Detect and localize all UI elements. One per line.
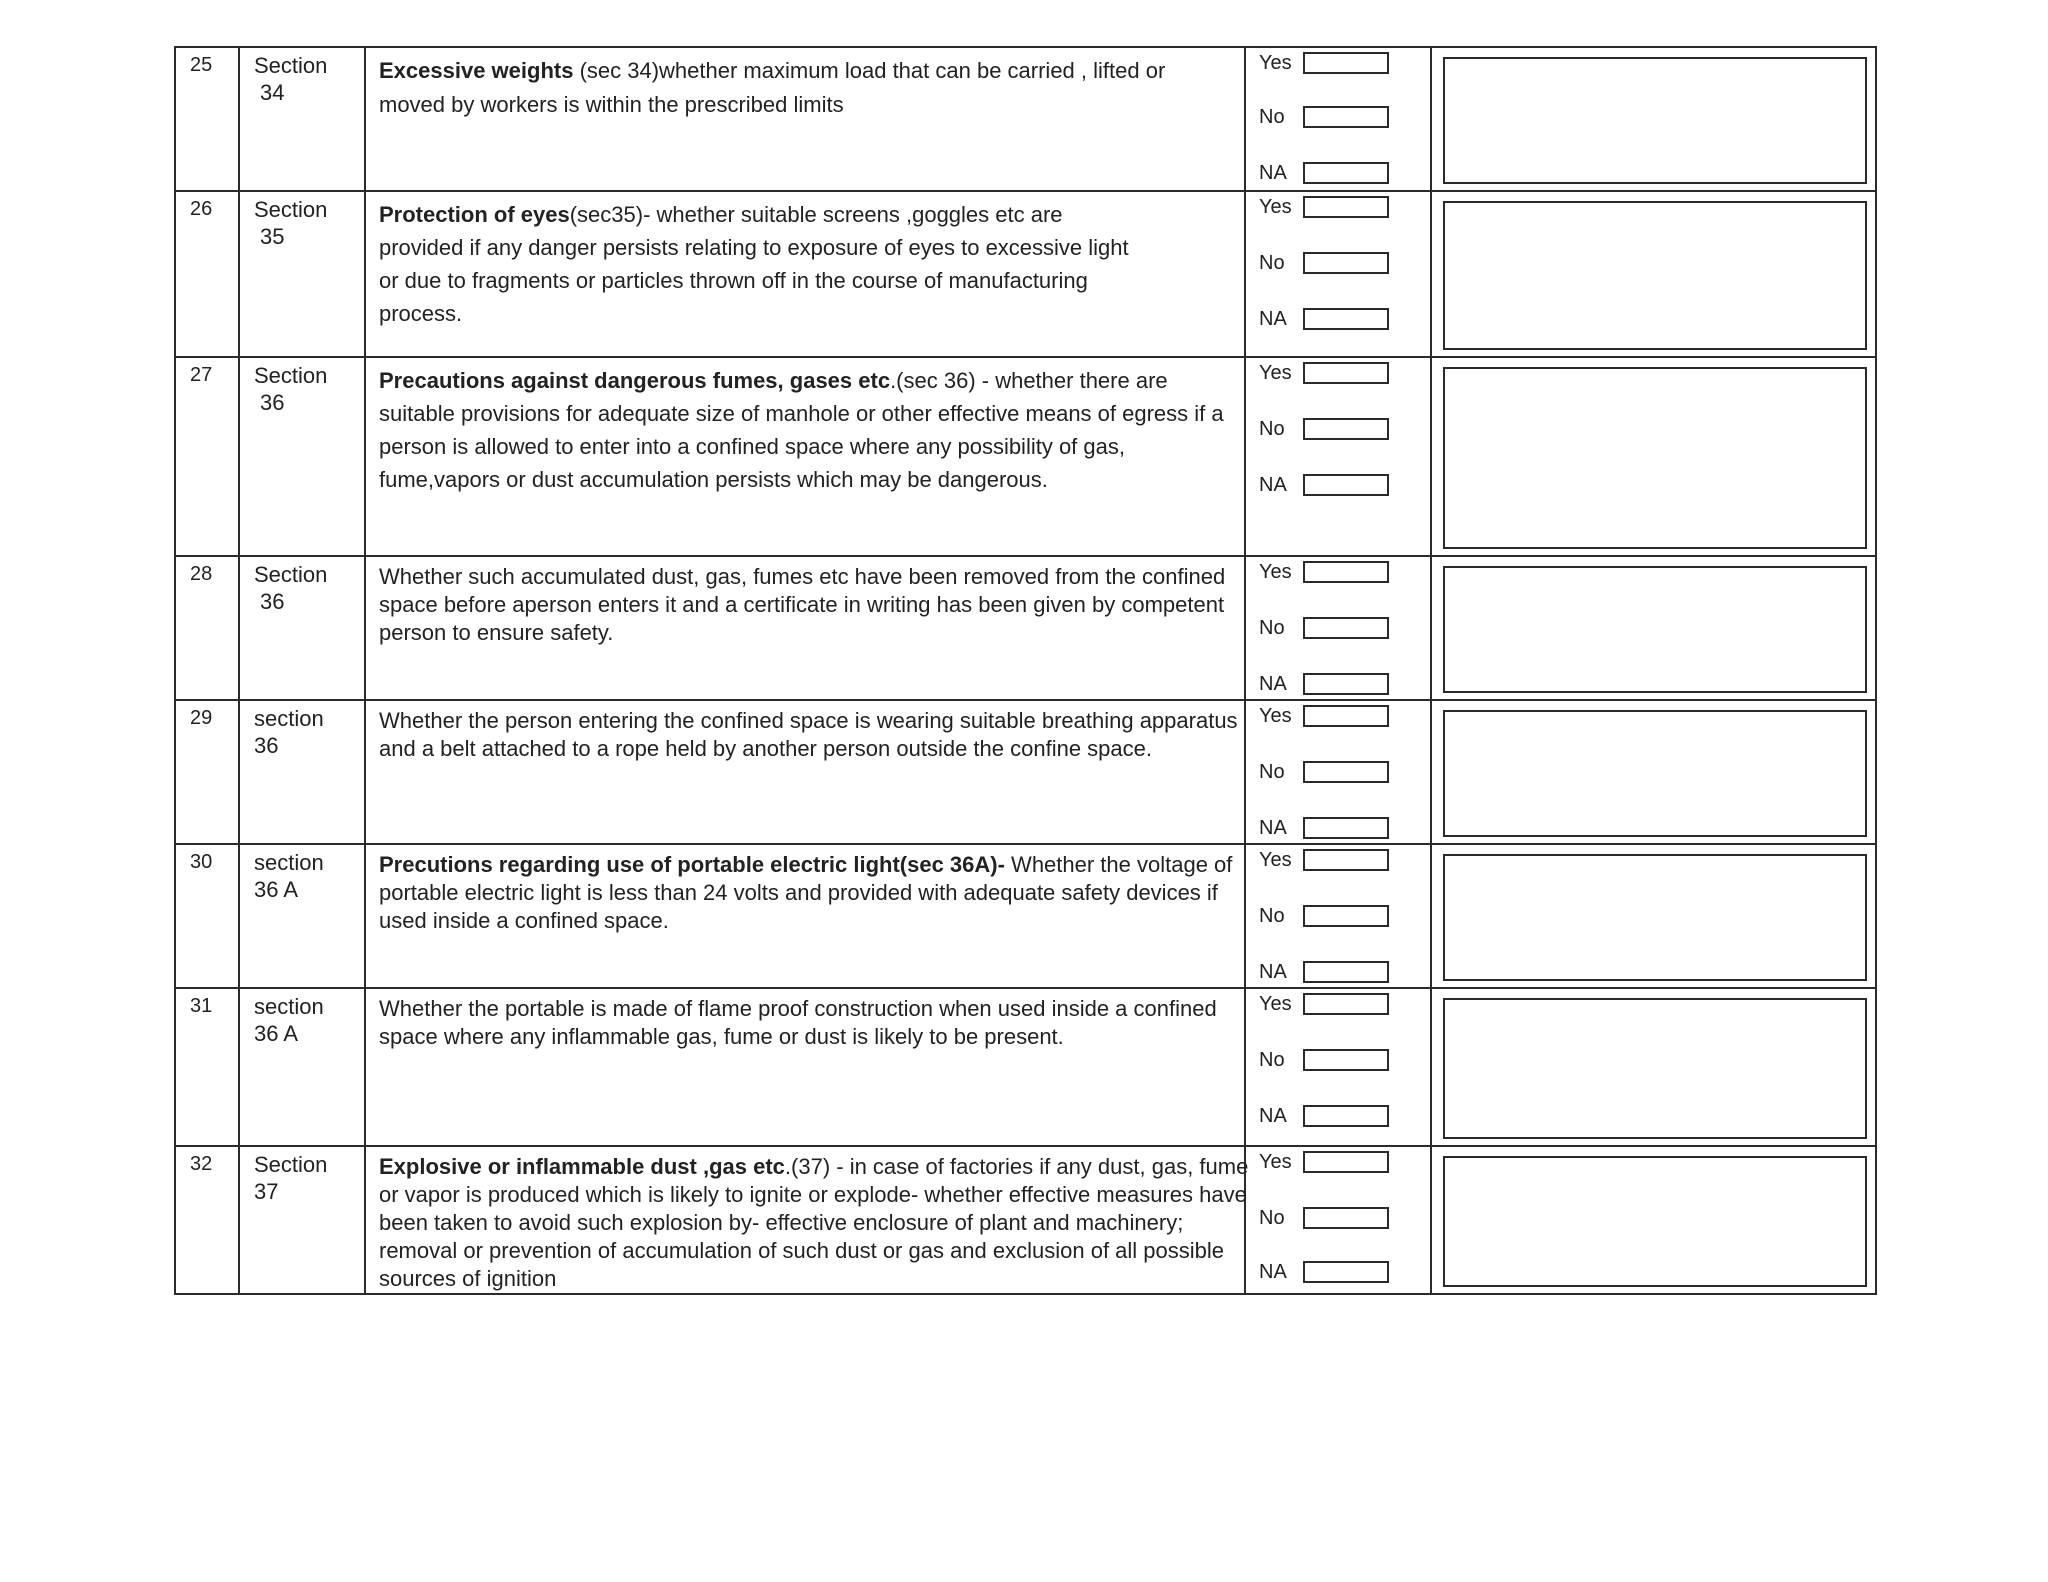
answer-options xyxy=(1245,556,1431,700)
section-label: 35 xyxy=(260,224,285,249)
section-cell xyxy=(239,357,365,556)
requirement-title: Precautions against dangerous fumes, gases etc xyxy=(379,368,891,393)
option-label: Yes xyxy=(1259,361,1292,384)
requirement-text: Whether the person entering the confined space is wearing suitable breathing apparatus and a belt attached to a rope held by another person outside the confine space. xyxy=(379,708,1238,761)
requirement-text: Whether the voltage of portable electric light is less than 24 volts and provided with adequate safety devices if used inside a confined space. xyxy=(379,852,1233,933)
requirement-title: Protection of eyes xyxy=(379,202,570,227)
option-label: NA xyxy=(1259,672,1287,695)
option-no xyxy=(1259,615,1389,641)
requirement-description xyxy=(365,191,1245,357)
section-label: 36 xyxy=(254,733,279,758)
option-yes xyxy=(1259,847,1389,873)
requirement-description xyxy=(365,556,1245,700)
requirement-text: (sec35)- whether suitable screens ,goggles etc are provided if any danger persists relating to exposure of eyes to excessive light or due to fragments or particles thrown off in the course of manufacturing process. xyxy=(379,202,1129,326)
section-label: 36 xyxy=(260,390,285,415)
section-label: section xyxy=(254,850,324,875)
requirement-text: .(37) - in case of factories if any dust, gas, fume or vapor is produced which is likely to ignite or explode- whether effective measures have been taken to avoid such explosion by- effective enclosure of plant and machinery; removal or prevention of accumulation of such dust or gas and exclusion of all possible sources of ignition xyxy=(379,1154,1249,1291)
remarks-box[interactable] xyxy=(1443,566,1867,693)
remarks-cell xyxy=(1431,700,1876,844)
row-number: 26 xyxy=(175,191,239,357)
option-na xyxy=(1259,815,1389,841)
section-label: Section xyxy=(254,1152,328,1177)
option-label: No xyxy=(1259,760,1285,783)
section-label: Section xyxy=(254,562,328,587)
section-label: section xyxy=(254,994,324,1019)
requirement-title: Explosive or inflammable dust ,gas etc xyxy=(379,1154,785,1179)
answer-options xyxy=(1245,47,1431,191)
option-label: Yes xyxy=(1259,195,1292,218)
section-label: 36 A xyxy=(254,1021,299,1046)
option-na-checkbox[interactable] xyxy=(1303,1105,1389,1127)
requirement-title: Precutions regarding use of portable electric light(sec 36A)- xyxy=(379,852,1005,877)
option-yes-checkbox[interactable] xyxy=(1303,1151,1389,1173)
option-label: NA xyxy=(1259,161,1287,184)
requirement-text: (sec 34)whether maximum load that can be carried , lifted or moved by workers is within the prescribed limits xyxy=(379,58,1166,117)
option-yes xyxy=(1259,703,1389,729)
answer-options xyxy=(1245,191,1431,357)
option-yes-checkbox[interactable] xyxy=(1303,993,1389,1015)
option-label: Yes xyxy=(1259,51,1292,74)
remarks-cell xyxy=(1431,1146,1876,1294)
answer-options xyxy=(1245,357,1431,556)
option-na xyxy=(1259,1103,1389,1129)
answer-options xyxy=(1245,700,1431,844)
requirement-text: Whether such accumulated dust, gas, fumes etc have been removed from the confined space before aperson enters it and a certificate in writing has been given by competent person to ensure safety. xyxy=(379,564,1226,645)
option-label: No xyxy=(1259,616,1285,639)
section-cell xyxy=(239,1146,365,1294)
option-label: No xyxy=(1259,1206,1285,1229)
option-no-checkbox[interactable] xyxy=(1303,252,1389,274)
row-number: 27 xyxy=(175,357,239,556)
checklist-row xyxy=(175,1146,1876,1294)
option-yes xyxy=(1259,50,1389,76)
option-yes xyxy=(1259,991,1389,1017)
section-cell xyxy=(239,700,365,844)
option-label: No xyxy=(1259,417,1285,440)
option-label: Yes xyxy=(1259,1150,1292,1173)
checklist-row xyxy=(175,191,1876,357)
checklist-row xyxy=(175,357,1876,556)
remarks-box[interactable] xyxy=(1443,367,1867,549)
option-no xyxy=(1259,416,1389,442)
option-na xyxy=(1259,306,1389,332)
option-label: No xyxy=(1259,904,1285,927)
row-number: 29 xyxy=(175,700,239,844)
option-label: Yes xyxy=(1259,992,1292,1015)
remarks-box[interactable] xyxy=(1443,710,1867,837)
option-na xyxy=(1259,959,1389,985)
option-na-checkbox[interactable] xyxy=(1303,817,1389,839)
remarks-cell xyxy=(1431,191,1876,357)
requirement-description xyxy=(365,700,1245,844)
option-yes xyxy=(1259,360,1389,386)
answer-options xyxy=(1245,1146,1431,1294)
remarks-cell xyxy=(1431,844,1876,988)
section-cell xyxy=(239,556,365,700)
option-label: NA xyxy=(1259,307,1287,330)
option-na-checkbox[interactable] xyxy=(1303,961,1389,983)
remarks-cell xyxy=(1431,988,1876,1146)
section-label: 37 xyxy=(254,1179,279,1204)
section-label: 36 xyxy=(260,589,285,614)
section-cell xyxy=(239,844,365,988)
row-number: 30 xyxy=(175,844,239,988)
section-label: Section xyxy=(254,363,328,388)
option-na xyxy=(1259,160,1389,186)
option-label: No xyxy=(1259,251,1285,274)
option-label: NA xyxy=(1259,1104,1287,1127)
option-no-checkbox[interactable] xyxy=(1303,418,1389,440)
requirement-text: .(sec 36) - whether there are suitable provisions for adequate size of manhole or other effective means of egress if a person is allowed to enter into a confined space where any possibility of gas, fume,vapors or dust accumulation persists which may be dangerous. xyxy=(379,368,1224,492)
remarks-box[interactable] xyxy=(1443,57,1867,184)
option-no-checkbox[interactable] xyxy=(1303,905,1389,927)
option-na xyxy=(1259,472,1389,498)
option-label: Yes xyxy=(1259,560,1292,583)
option-yes-checkbox[interactable] xyxy=(1303,705,1389,727)
checklist-row xyxy=(175,844,1876,988)
remarks-box[interactable] xyxy=(1443,854,1867,981)
checklist-row xyxy=(175,556,1876,700)
option-no xyxy=(1259,250,1389,276)
row-number: 25 xyxy=(175,47,239,191)
section-label: 36 A xyxy=(254,877,299,902)
option-no-checkbox[interactable] xyxy=(1303,1207,1389,1229)
row-number: 31 xyxy=(175,988,239,1146)
remarks-box[interactable] xyxy=(1443,201,1867,350)
option-label: NA xyxy=(1259,960,1287,983)
section-cell xyxy=(239,191,365,357)
option-label: No xyxy=(1259,105,1285,128)
option-no xyxy=(1259,903,1389,929)
requirement-description xyxy=(365,357,1245,556)
section-label: section xyxy=(254,706,324,731)
option-no xyxy=(1259,1205,1389,1231)
option-no-checkbox[interactable] xyxy=(1303,761,1389,783)
requirement-description xyxy=(365,844,1245,988)
option-label: NA xyxy=(1259,1260,1287,1283)
option-label: Yes xyxy=(1259,848,1292,871)
section-label: 34 xyxy=(260,80,285,105)
section-label: Section xyxy=(254,53,328,78)
option-yes-checkbox[interactable] xyxy=(1303,52,1389,74)
option-yes-checkbox[interactable] xyxy=(1303,196,1389,218)
answer-options xyxy=(1245,844,1431,988)
inspection-checklist-table xyxy=(174,46,1877,1295)
option-no-checkbox[interactable] xyxy=(1303,106,1389,128)
requirement-title: Excessive weights xyxy=(379,58,574,83)
checklist-row xyxy=(175,988,1876,1146)
option-label: NA xyxy=(1259,816,1287,839)
answer-options xyxy=(1245,988,1431,1146)
remarks-cell xyxy=(1431,556,1876,700)
option-no xyxy=(1259,1047,1389,1073)
option-yes-checkbox[interactable] xyxy=(1303,561,1389,583)
option-na-checkbox[interactable] xyxy=(1303,1261,1389,1283)
option-no xyxy=(1259,104,1389,130)
option-label: Yes xyxy=(1259,704,1292,727)
requirement-text: Whether the portable is made of flame proof construction when used inside a confined space where any inflammable gas, fume or dust is likely to be present. xyxy=(379,996,1217,1049)
option-na-checkbox[interactable] xyxy=(1303,673,1389,695)
option-yes xyxy=(1259,194,1389,220)
requirement-description xyxy=(365,1146,1249,1294)
option-na xyxy=(1259,671,1389,697)
row-number: 32 xyxy=(175,1146,239,1294)
requirement-description xyxy=(365,988,1245,1146)
option-na-checkbox[interactable] xyxy=(1303,162,1389,184)
option-no-checkbox[interactable] xyxy=(1303,1049,1389,1071)
option-label: NA xyxy=(1259,473,1287,496)
option-label: No xyxy=(1259,1048,1285,1071)
option-na xyxy=(1259,1259,1389,1285)
option-no-checkbox[interactable] xyxy=(1303,617,1389,639)
row-number: 28 xyxy=(175,556,239,700)
option-na-checkbox[interactable] xyxy=(1303,474,1389,496)
remarks-cell xyxy=(1431,357,1876,556)
checklist-row xyxy=(175,47,1876,191)
section-cell xyxy=(239,988,365,1146)
option-yes-checkbox[interactable] xyxy=(1303,362,1389,384)
remarks-box[interactable] xyxy=(1443,998,1867,1139)
option-yes-checkbox[interactable] xyxy=(1303,849,1389,871)
remarks-cell xyxy=(1431,47,1876,191)
checklist-row xyxy=(175,700,1876,844)
option-no xyxy=(1259,759,1389,785)
option-yes xyxy=(1259,559,1389,585)
remarks-box[interactable] xyxy=(1443,1156,1867,1287)
option-yes xyxy=(1259,1149,1389,1175)
option-na-checkbox[interactable] xyxy=(1303,308,1389,330)
section-label: Section xyxy=(254,197,328,222)
requirement-description xyxy=(365,47,1245,191)
section-cell xyxy=(239,47,365,191)
